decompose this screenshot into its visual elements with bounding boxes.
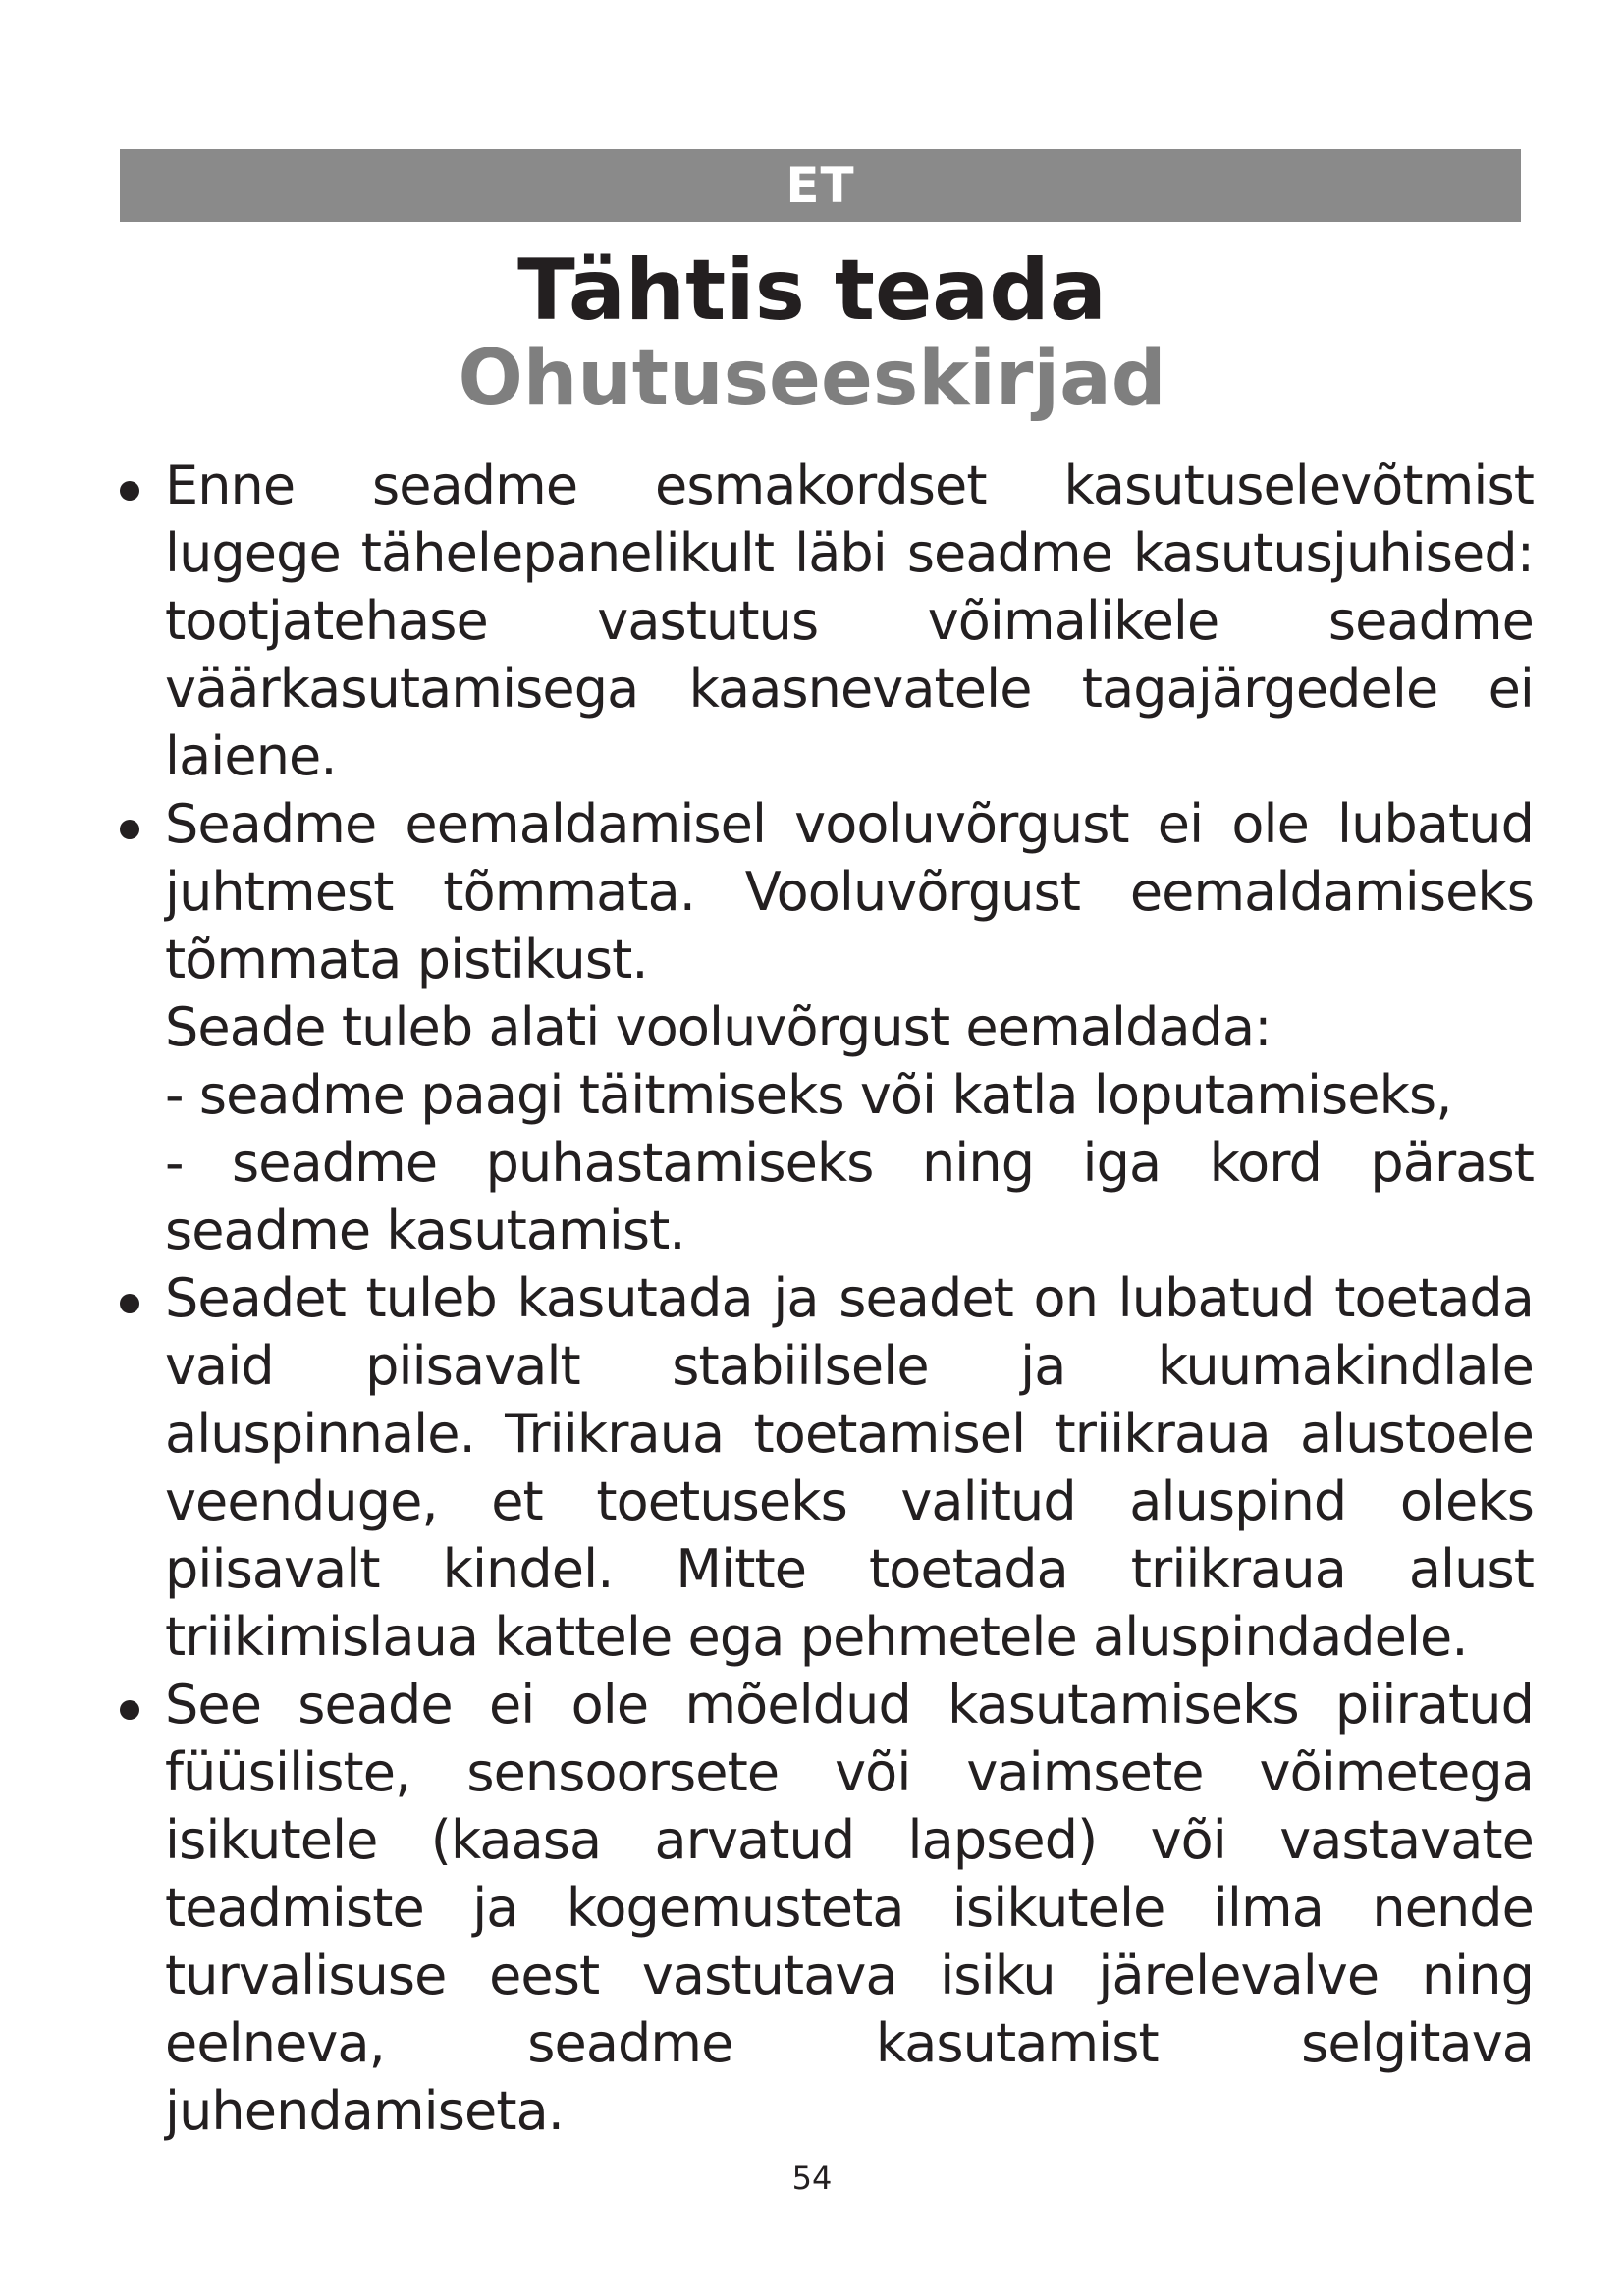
item-paragraph: Seade tuleb alati vooluvõrgust eemaldada: bbox=[165, 996, 1272, 1058]
bullet-icon bbox=[120, 1700, 139, 1720]
item-paragraph: - seadme puhastamiseks ning iga kord pärast seadme kasutamist. bbox=[165, 1132, 1534, 1261]
list-item bbox=[120, 1671, 1534, 2145]
bullet-icon bbox=[120, 1294, 139, 1313]
list-item bbox=[120, 452, 1534, 790]
bullet-icon bbox=[120, 481, 139, 501]
list-item bbox=[120, 790, 1534, 1264]
language-code: ET bbox=[785, 157, 855, 214]
item-paragraph: Seadme eemaldamisel vooluvõrgust ei ole lubatud juhtmest tõmmata. Vooluvõrgust eemaldamiseks tõmmata pistikust. bbox=[165, 793, 1534, 990]
item-paragraph: See seade ei ole mõeldud kasutamiseks piiratud füüsiliste, sensoorsete või vaimsete võimetega isikutele (kaasa arvatud lapsed) või vastavate teadmiste ja kogemusteta isikutele ilma nende turvalisuse eest vastutava isiku järelevalve ning eelneva, seadme kasutamist selgitava juhendamiseta. bbox=[165, 1674, 1534, 2142]
item-paragraph: - seadme paagi täitmiseks või katla loputamiseks, bbox=[165, 1064, 1452, 1126]
page-number: 54 bbox=[791, 2160, 833, 2197]
item-paragraph: Enne seadme esmakordset kasutuselevõtmist lugege tähelepanelikult läbi seadme kasutusjuhised: tootjatehase vastutus võimalikele seadme väärkasutamisega kaasnevatele tagajärgedele ei laiene. bbox=[165, 454, 1534, 787]
language-bar bbox=[120, 149, 1521, 222]
safety-instructions-list bbox=[120, 452, 1534, 2145]
list-item bbox=[120, 1264, 1534, 1671]
item-paragraph: Seadet tuleb kasutada ja seadet on lubatud toetada vaid piisavalt stabiilsele ja kuumakindlale aluspinnale. Triikraua toetamisel triikraua alustoele veenduge, et toetuseks valitud aluspind oleks piisavalt kindel. Mitte toetada triikraua alust triikimislaua kattele ega pehmetele aluspindadele. bbox=[165, 1267, 1534, 1668]
bullet-icon bbox=[120, 820, 139, 839]
page-title: Tähtis teada bbox=[517, 241, 1107, 340]
page-subtitle: Ohutuseeskirjad bbox=[458, 335, 1166, 423]
